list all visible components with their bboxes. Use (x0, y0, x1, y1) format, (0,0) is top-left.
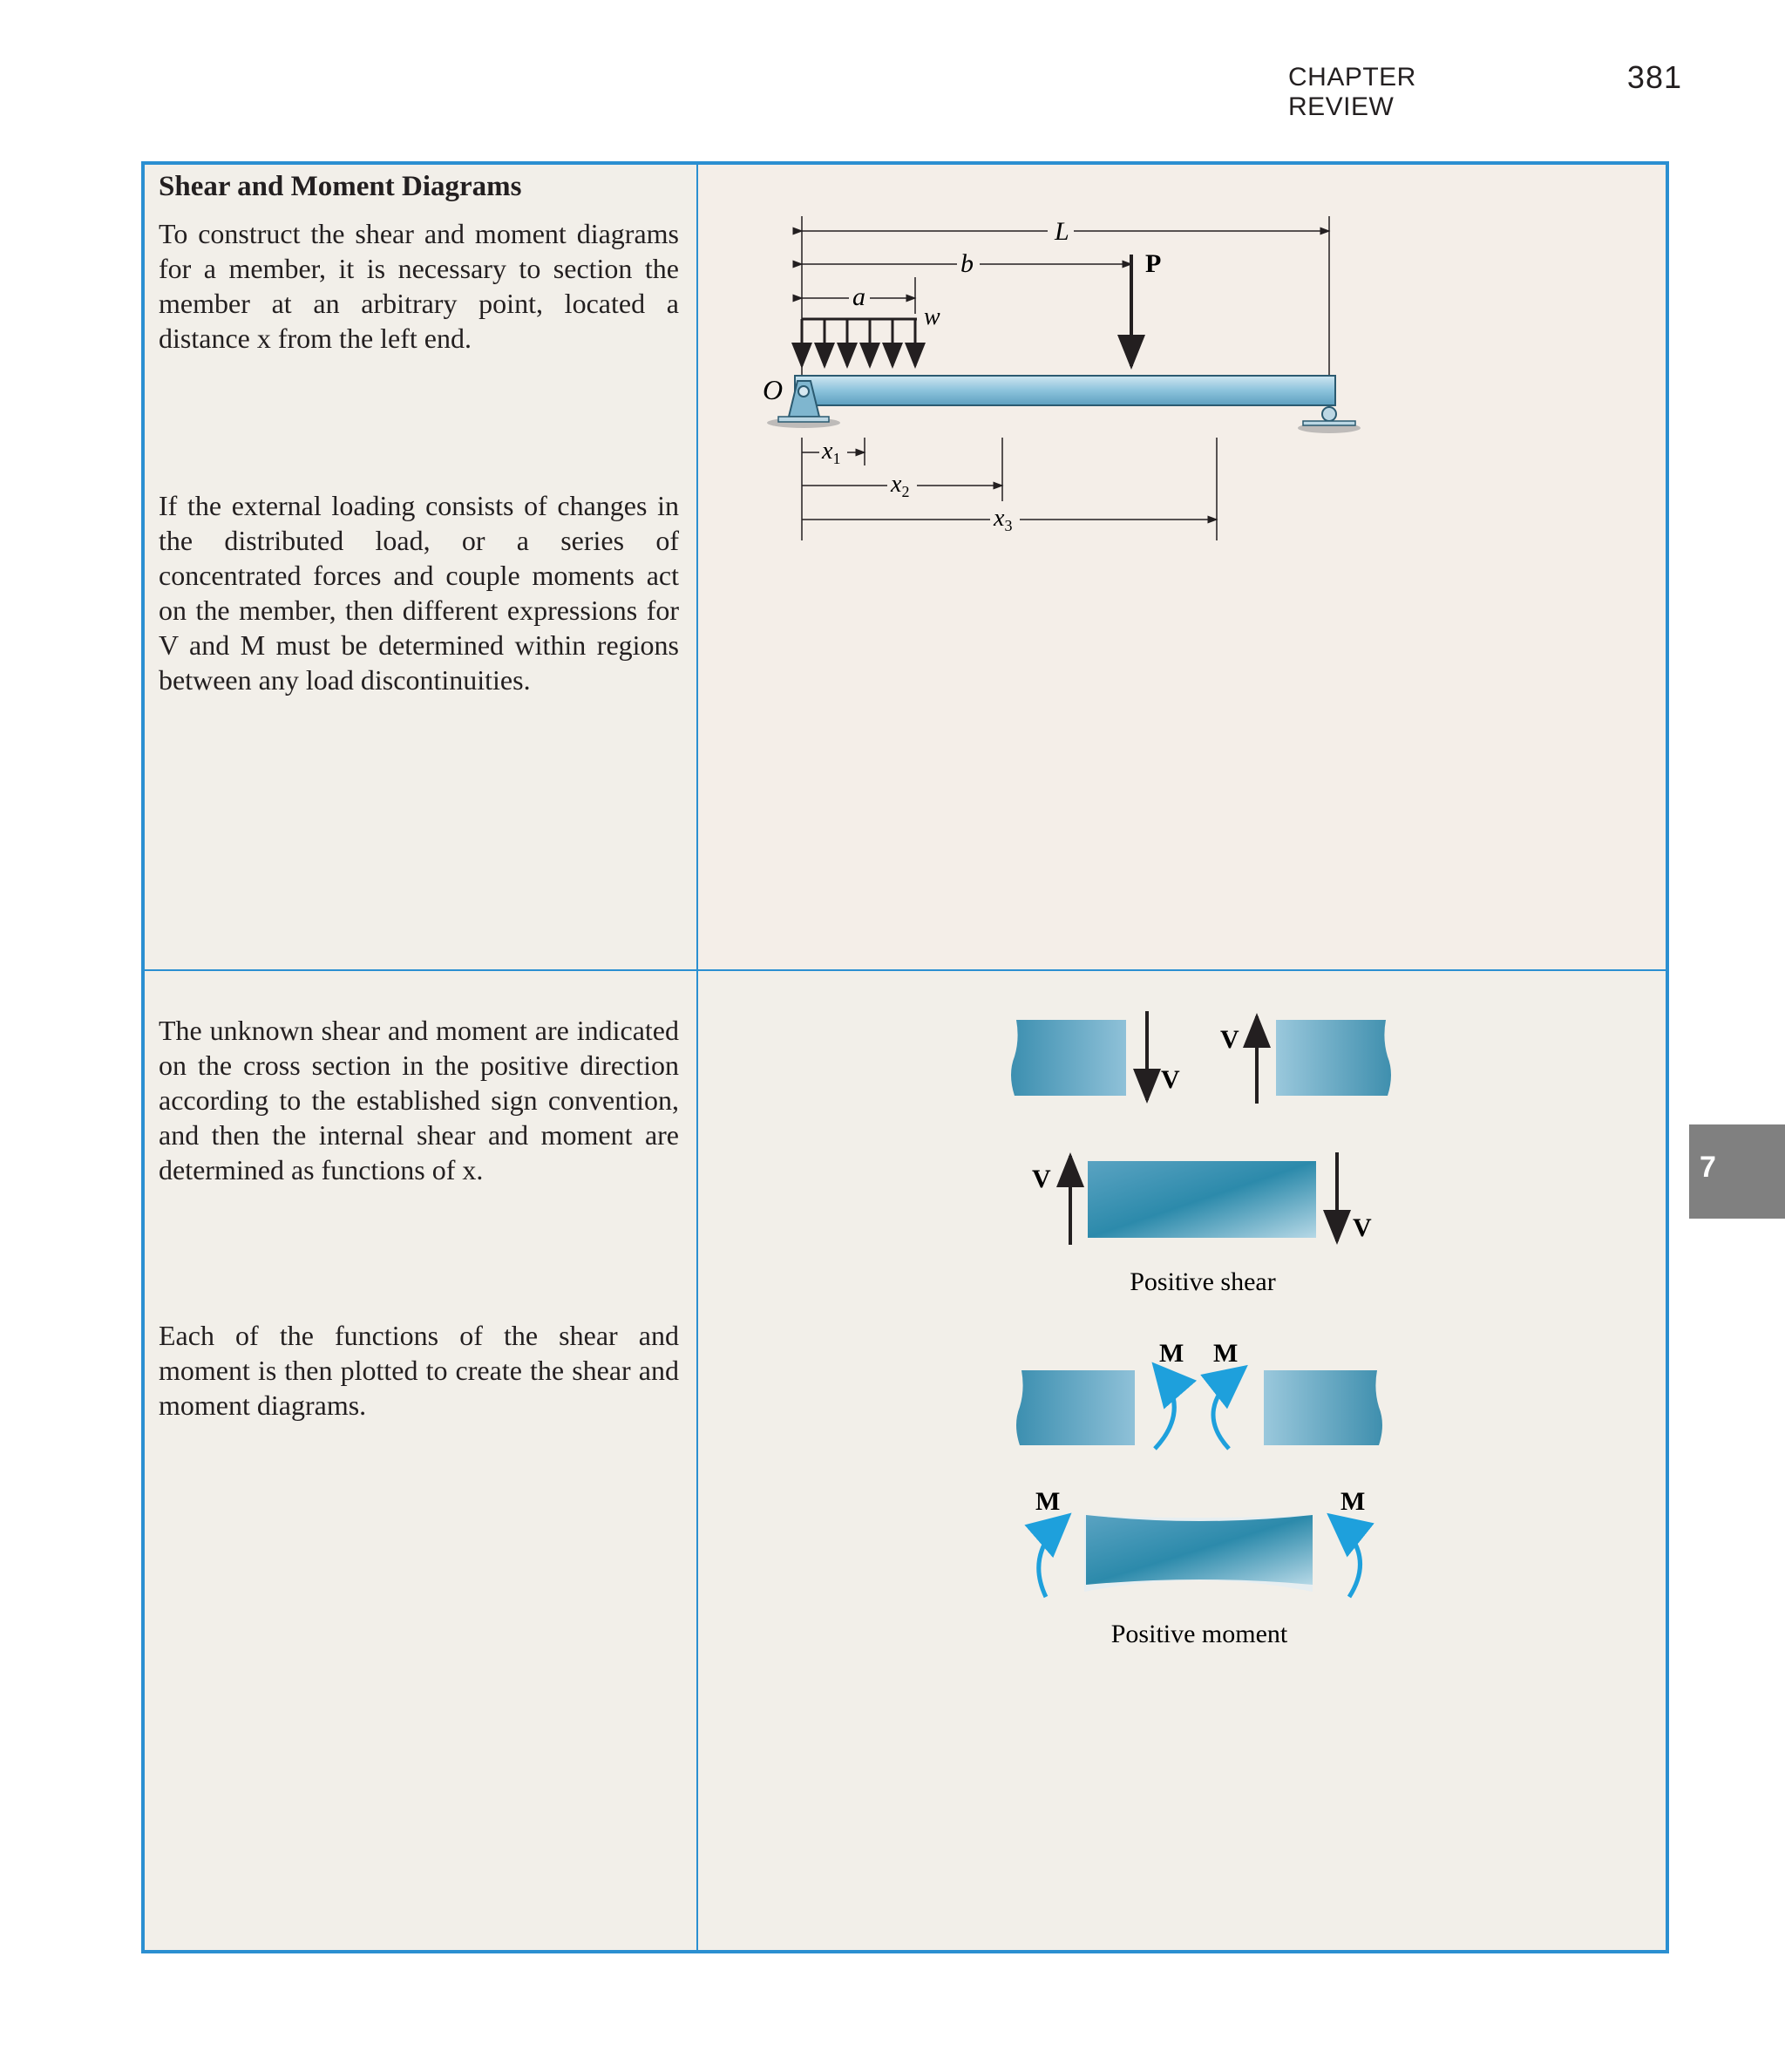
label-x1: $x_1$ (822, 438, 841, 467)
moment-arrow-left-end (1039, 1518, 1065, 1597)
moment-arrow-left-cut (1155, 1369, 1174, 1449)
roller-support (1298, 407, 1361, 433)
shear-block-right (1276, 1020, 1391, 1096)
label-a: a (852, 282, 865, 311)
positive-shear-figure (1011, 1011, 1391, 1296)
beam-figure (763, 216, 1361, 540)
paragraph-unknown-shear: The unknown shear and moment are indicated on the cross section in the positive direction according to the established sign convention, and then the internal shear and moment are determined as functions of x. (159, 1015, 679, 1185)
label-L: L (1055, 217, 1069, 246)
positive-moment-caption: Positive moment (1110, 1620, 1288, 1648)
moment-label-m4: M (1340, 1487, 1366, 1516)
moment-block-segment (1086, 1515, 1313, 1585)
paragraph-construct: To construct the shear and moment diagrams for a member, it is necessary to section the member at an arbitrary point, located a distance x from the left end. (159, 218, 679, 354)
moment-arrow-right-end (1334, 1518, 1360, 1597)
distributed-load-arrows (802, 319, 917, 366)
moment-block-right (1264, 1370, 1382, 1445)
section-heading: Shear and Moment Diagrams (159, 171, 522, 202)
shear-label-v3: V (1032, 1165, 1051, 1193)
page-number: 381 (1626, 59, 1682, 95)
shear-label-v1: V (1161, 1065, 1180, 1094)
moment-label-m1: M (1159, 1339, 1184, 1368)
shear-label-v4: V (1353, 1213, 1372, 1242)
shear-block-left (1011, 1020, 1126, 1096)
paragraph-plotted: Each of the functions of the shear and moment is then plotted to create the shear and moment diagrams. (159, 1320, 679, 1421)
label-w: w (924, 303, 940, 330)
paragraph-external-loading: If the external loading consists of changes in the distributed load, or a series of concentrated forces and couple moments act on the member, then different expressions for V and M must be determined within regions between any load discontinuities. (159, 490, 679, 696)
shear-label-v2: V (1220, 1025, 1239, 1054)
label-P: P (1145, 249, 1162, 278)
label-O: O (763, 374, 784, 405)
chapter-title: CHAPTER REVIEW (1288, 63, 1416, 121)
positive-shear-caption: Positive shear (1130, 1267, 1276, 1296)
positive-moment-figure (1016, 1339, 1382, 1648)
moment-block-left (1016, 1370, 1135, 1445)
label-b: b (960, 249, 974, 278)
chapter-tab-label: 7 (1700, 1151, 1716, 1184)
beam (795, 376, 1335, 405)
label-x2: $x_2$ (891, 471, 910, 500)
moment-label-m2: M (1213, 1339, 1239, 1368)
shear-block-segment (1088, 1161, 1316, 1238)
moment-arrow-right-cut (1213, 1370, 1241, 1449)
label-x3: $x_3$ (994, 505, 1013, 534)
moment-label-m3: M (1035, 1487, 1061, 1516)
